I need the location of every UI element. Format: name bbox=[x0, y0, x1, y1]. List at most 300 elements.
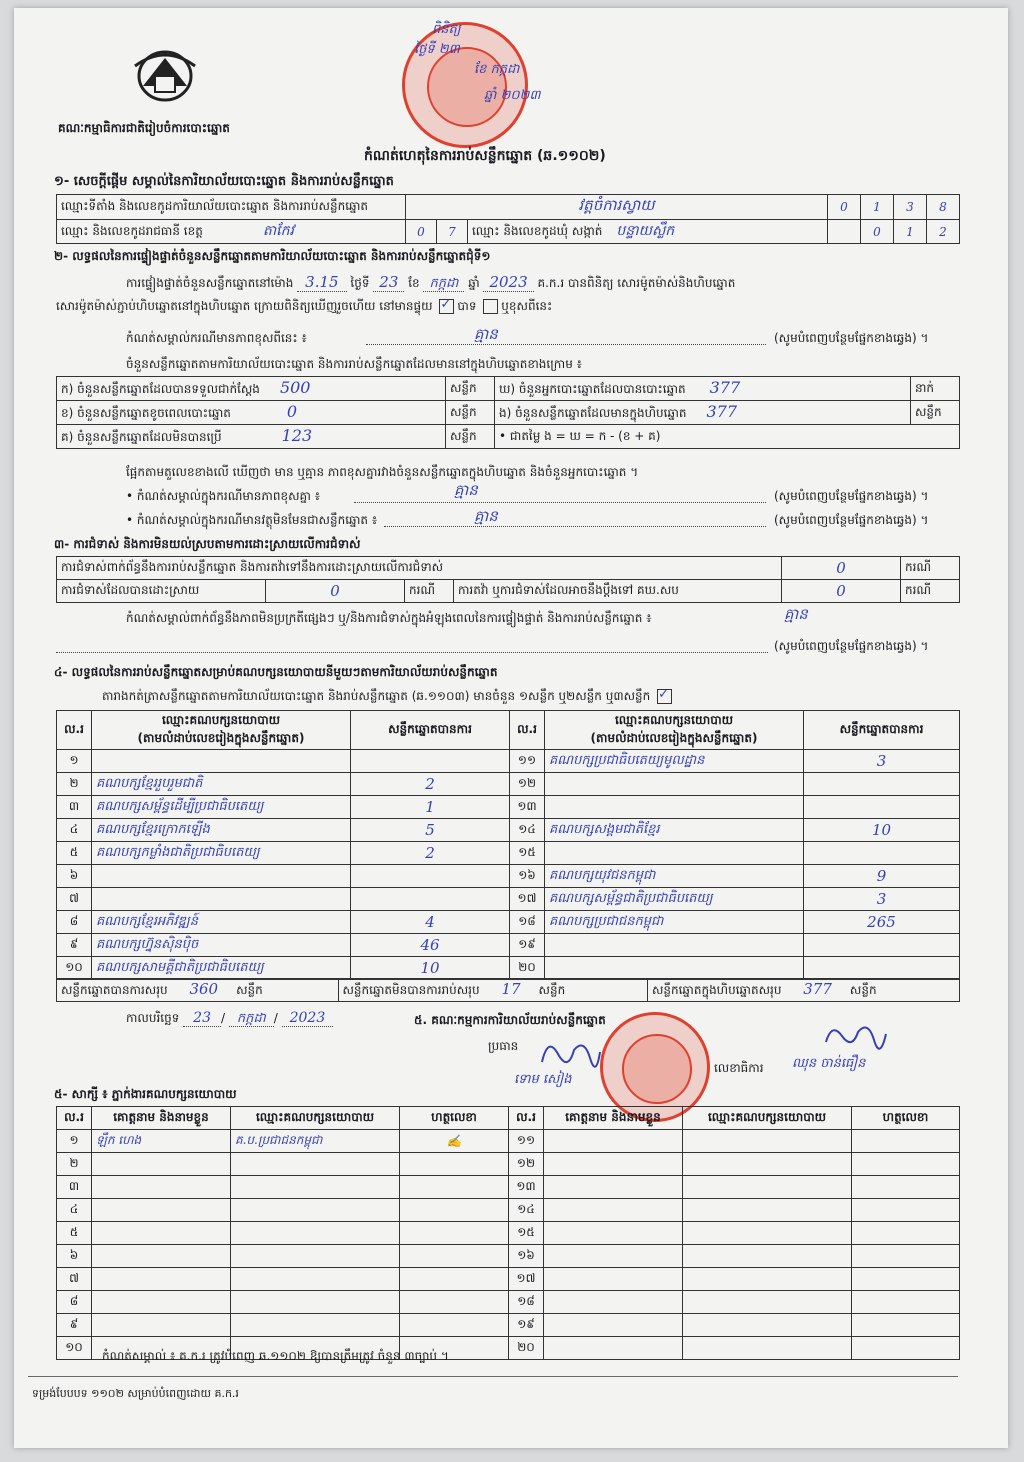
result-party: គណបក្សហ្វ៊ុនស៊ិនប៉ិច bbox=[92, 934, 351, 957]
note2-line bbox=[354, 502, 766, 503]
day-label: ថ្ងៃទី bbox=[350, 276, 370, 290]
count-unit: សន្លឹក bbox=[446, 425, 495, 449]
witness-no: ២០ bbox=[509, 1337, 544, 1360]
result-party: គណបក្សសម្ព័ន្ធជាតិប្រជាធិបតេយ្យ bbox=[545, 888, 804, 911]
counts-intro: ចំនួនសន្លឹកឆ្នោតតាមការិយាល័យបោះឆ្នោត និងការរាប់សន្លឹកឆ្នោតដែលមាននៅក្នុងហិបឆ្នោតខាងក្រោម ៖ bbox=[126, 357, 582, 371]
result-votes bbox=[804, 934, 960, 957]
witness-row bbox=[57, 1130, 960, 1153]
province-label-text: ឈ្មោះ និងលេខកូដរាជធានី ខេត្ត bbox=[61, 224, 203, 238]
province-code-digit: 0 bbox=[406, 220, 437, 244]
witness-no: ៨ bbox=[57, 1291, 92, 1314]
witness-name bbox=[92, 1222, 231, 1245]
count-value: 377 bbox=[709, 378, 741, 397]
official-stamp-top bbox=[402, 22, 528, 148]
objection-value: 0 bbox=[782, 557, 901, 580]
note2-fill: (សូមបំពេញបន្ថែមផ្នែកខាងឆ្វេង) ។ bbox=[774, 489, 929, 503]
result-votes bbox=[351, 750, 510, 773]
total-invalid-label: សន្លឹកឆ្នោតមិនបានការរាប់សរុប bbox=[342, 983, 480, 997]
president-name: ទោម សៀង bbox=[514, 1072, 572, 1087]
witness-no: ១២ bbox=[509, 1153, 544, 1176]
witness-party bbox=[683, 1291, 852, 1314]
result-votes: 2 bbox=[351, 773, 510, 796]
witness-party bbox=[683, 1176, 852, 1199]
commune-label bbox=[468, 220, 828, 244]
witness-name bbox=[544, 1245, 683, 1268]
witness-party bbox=[231, 1222, 400, 1245]
witness-name bbox=[92, 1176, 231, 1199]
nec-emblem-icon bbox=[129, 46, 201, 106]
count-unit: សន្លឹក bbox=[446, 401, 495, 425]
witness-row bbox=[57, 1153, 960, 1176]
result-party bbox=[545, 842, 804, 865]
seal-no-checkbox[interactable] bbox=[483, 299, 498, 314]
result-votes: 10 bbox=[351, 957, 510, 980]
witness-party bbox=[231, 1291, 400, 1314]
section1-heading: ១- សេចក្ដីផ្ដើម សម្គាល់នៃការិយាល័យបោះឆ្នោត និងការរាប់សន្លឹកឆ្នោត bbox=[54, 174, 394, 189]
witness-no: ៤ bbox=[57, 1199, 92, 1222]
org-name: គណៈកម្មាធិការជាតិរៀបចំការបោះឆ្នោត bbox=[58, 121, 230, 135]
result-no: ៥ bbox=[57, 842, 92, 865]
witness-name bbox=[92, 1153, 231, 1176]
witness-row bbox=[57, 1222, 960, 1245]
witness-name bbox=[92, 1199, 231, 1222]
witness-name: ឡឹក ហេង bbox=[92, 1130, 231, 1153]
col-party bbox=[545, 711, 804, 750]
stamp-note-1: ពិនិត្យ bbox=[432, 22, 461, 37]
note3-value: គ្មាន bbox=[474, 507, 498, 525]
note1-fill: (សូមបំពេញបន្ថែមផ្នែកខាងឆ្វេង) ។ bbox=[774, 331, 929, 345]
witness-signature bbox=[400, 1153, 509, 1176]
witness-name bbox=[92, 1268, 231, 1291]
results-totals bbox=[56, 978, 960, 1002]
total-valid-label: សន្លឹកឆ្នោតបានការសរុប bbox=[61, 983, 168, 997]
result-party: គណបក្សខ្មែររួបរួមជាតិ bbox=[92, 773, 351, 796]
witness-row bbox=[57, 1245, 960, 1268]
witness-name bbox=[544, 1291, 683, 1314]
witness-no: ១១ bbox=[509, 1130, 544, 1153]
commune-code-digit: 0 bbox=[861, 220, 894, 244]
section3-heading: ៣- ការជំទាស់ និងការមិនយល់ស្របតាមការដោះស្រាយលើការជំទាស់ bbox=[54, 537, 361, 551]
result-votes bbox=[804, 773, 960, 796]
total-box-unit: សន្លឹក bbox=[849, 983, 877, 997]
tally-sheets-line bbox=[102, 688, 675, 704]
result-no: ៤ bbox=[57, 819, 92, 842]
count-row bbox=[57, 425, 960, 449]
result-no: ២០ bbox=[510, 957, 545, 980]
result-row bbox=[57, 865, 960, 888]
result-no: ៦ bbox=[57, 865, 92, 888]
secretary-name: ឈុន ចាន់ធឿន bbox=[792, 1056, 866, 1071]
col-votes: សន្លឹកឆ្នោតបានការ bbox=[804, 711, 960, 750]
total-box-value: 377 bbox=[803, 980, 832, 998]
result-votes bbox=[351, 865, 510, 888]
result-no: ១៥ bbox=[510, 842, 545, 865]
result-no: ១១ bbox=[510, 750, 545, 773]
result-no: ១ bbox=[57, 750, 92, 773]
witness-col-name: គោត្តនាម និងនាមខ្លួន bbox=[544, 1107, 683, 1130]
section3-note-line bbox=[56, 652, 768, 653]
date-year: 2023 bbox=[282, 1010, 334, 1027]
witness-no: ១០ bbox=[57, 1337, 92, 1360]
count-cell bbox=[495, 401, 911, 425]
site-code-digit: 0 bbox=[828, 195, 861, 220]
witness-no: ៧ bbox=[57, 1268, 92, 1291]
witness-name bbox=[544, 1268, 683, 1291]
witness-signature bbox=[852, 1337, 960, 1360]
resolved-label: ការជំទាស់ដែលបានដោះស្រាយ bbox=[57, 580, 266, 603]
count-formula: • ជាតម្លៃ ង = ឃ = ក - (ខ + គ) bbox=[495, 425, 960, 449]
witness-signature bbox=[852, 1314, 960, 1337]
section4-heading: ៤- លទ្ធផលនៃការរាប់សន្លឹកឆ្នោតសម្រាប់គណបក្សនយោបាយនីមួយៗតាមការិយាល័យរាប់សន្លឹកឆ្នោត bbox=[54, 665, 498, 679]
secretary-label: លេខាធិការ bbox=[714, 1061, 764, 1075]
count-label: ក) ចំនួនសន្លឹកឆ្នោតដែលបានទទួលជាក់ស្ដែង bbox=[61, 382, 260, 396]
count-label: ង) ចំនួនសន្លឹកឆ្នោតដែលមានក្នុងហិបឆ្នោត bbox=[499, 406, 687, 420]
result-votes bbox=[804, 842, 960, 865]
witness-signature bbox=[852, 1222, 960, 1245]
compare-line: ផ្អែកតាមតួលេខខាងលើ ឃើញថា មាន ឬគ្មាន ភាពខុសគ្នារវាងចំនួនសន្លឹកឆ្នោតក្នុងហិបឆ្នោត និងចំនួនអ្នកបោះឆ្នោត ។ bbox=[126, 465, 639, 479]
witness-col-no: ល.រ bbox=[57, 1107, 92, 1130]
witness-party bbox=[231, 1199, 400, 1222]
result-party bbox=[545, 957, 804, 980]
footnote: កំណត់សម្គាល់ ៖ គ.ក.រ ត្រូវបំពេញ ឆ.១១០២ ឱ្យបានត្រឹមត្រូវ ចំនួន ៣ច្បាប់ ។ bbox=[102, 1349, 449, 1363]
witness-no: ១៣ bbox=[509, 1176, 544, 1199]
site-label: ឈ្មោះទីតាំង និងលេខកូដការិយាល័យបោះឆ្នោត និងការរាប់សន្លឹកឆ្នោត bbox=[57, 195, 406, 220]
seal-yes-label: បាទ bbox=[457, 299, 477, 313]
seal-yes-checkbox[interactable] bbox=[439, 299, 454, 314]
seal-no-label: ឬខុសពីនេះ bbox=[501, 299, 553, 313]
result-party bbox=[545, 773, 804, 796]
witness-row bbox=[57, 1176, 960, 1199]
witness-no: ១៨ bbox=[509, 1291, 544, 1314]
total-box bbox=[647, 979, 959, 1002]
section5-heading: ៥- សាក្សី ៖ ភ្នាក់ងារគណបក្សនយោបាយ bbox=[54, 1087, 237, 1101]
count-cell bbox=[495, 377, 911, 401]
section1-table bbox=[56, 194, 960, 244]
witness-party bbox=[683, 1314, 852, 1337]
witness-signature bbox=[400, 1176, 509, 1199]
count-cell bbox=[57, 425, 446, 449]
witness-party bbox=[683, 1245, 852, 1268]
result-votes: 4 bbox=[351, 911, 510, 934]
note1-label: កំណត់សម្គាល់ករណីមានភាពខុសពីនេះ ៖ bbox=[126, 331, 307, 345]
witness-signature bbox=[852, 1199, 960, 1222]
seal-line bbox=[56, 298, 552, 314]
witness-signature bbox=[400, 1199, 509, 1222]
result-party bbox=[92, 750, 351, 773]
witness-col-party: ឈ្មោះគណបក្សនយោបាយ bbox=[683, 1107, 852, 1130]
commune-value: បន្ទាយស្លឹក bbox=[616, 223, 675, 239]
witness-signature bbox=[852, 1268, 960, 1291]
result-row bbox=[57, 819, 960, 842]
site-code-digit: 8 bbox=[927, 195, 960, 220]
witness-signature bbox=[400, 1268, 509, 1291]
witness-signature bbox=[852, 1291, 960, 1314]
result-party bbox=[545, 796, 804, 819]
witness-party: គ.ប.ប្រជាជនកម្ពុជា bbox=[231, 1130, 400, 1153]
result-party: គណបក្សប្រជាជនកម្ពុជា bbox=[545, 911, 804, 934]
witness-no: ១៤ bbox=[509, 1199, 544, 1222]
result-party: គណបក្សសង្គមជាតិខ្មែរ bbox=[545, 819, 804, 842]
witness-party bbox=[683, 1199, 852, 1222]
result-votes: 3 bbox=[804, 888, 960, 911]
count-cell bbox=[57, 377, 446, 401]
verify-month: កក្កដា bbox=[423, 276, 464, 292]
province-label bbox=[57, 220, 406, 244]
result-no: ៨ bbox=[57, 911, 92, 934]
witness-signature bbox=[852, 1245, 960, 1268]
commune-code-blank bbox=[828, 220, 861, 244]
result-no: ១០ bbox=[57, 957, 92, 980]
result-party bbox=[92, 865, 351, 888]
result-date: កាលបរិច្ឆេទ 23 / កក្កដា / 2023 bbox=[126, 1010, 333, 1027]
witness-col-no: ល.រ bbox=[509, 1107, 544, 1130]
result-no: ២ bbox=[57, 773, 92, 796]
count-cell bbox=[57, 401, 446, 425]
col-no: ល.រ bbox=[510, 711, 545, 750]
province-code-digit: 7 bbox=[437, 220, 468, 244]
total-invalid-unit: សន្លឹក bbox=[538, 983, 566, 997]
witness-name bbox=[544, 1199, 683, 1222]
result-row bbox=[57, 796, 960, 819]
result-votes bbox=[804, 957, 960, 980]
count-unit: នាក់ bbox=[911, 377, 960, 401]
result-no: ៩ bbox=[57, 934, 92, 957]
results-table bbox=[56, 710, 960, 980]
result-party: គណបក្សសាមគ្គីជាតិប្រជាធិបតេយ្យ bbox=[92, 957, 351, 980]
section3-note-fill: (សូមបំពេញបន្ថែមផ្នែកខាងឆ្វេង) ។ bbox=[774, 639, 929, 653]
witness-signature bbox=[852, 1130, 960, 1153]
result-votes: 10 bbox=[804, 819, 960, 842]
note3-fill: (សូមបំពេញបន្ថែមផ្នែកខាងឆ្វេង) ។ bbox=[774, 513, 929, 527]
witness-col-sign: ហត្ថលេខា bbox=[400, 1107, 509, 1130]
note1-line bbox=[366, 344, 766, 345]
appeal-unit: ករណី bbox=[901, 580, 960, 603]
count-unit: សន្លឹក bbox=[446, 377, 495, 401]
witness-name bbox=[92, 1314, 231, 1337]
total-valid bbox=[57, 979, 339, 1002]
witness-no: ៦ bbox=[57, 1245, 92, 1268]
result-party: គណបក្សសម្ព័ន្ធដើម្បីប្រជាធិបតេយ្យ bbox=[92, 796, 351, 819]
form-footer: ទម្រង់បែបបទ ១១០២ សម្រាប់បំពេញដោយ គ.ក.រ bbox=[32, 1387, 239, 1400]
witness-row bbox=[57, 1268, 960, 1291]
col-party-title: ឈ្មោះគណបក្សនយោបាយ bbox=[614, 713, 734, 727]
witness-no: ២ bbox=[57, 1153, 92, 1176]
witness-party bbox=[231, 1314, 400, 1337]
commune-label-text: ឈ្មោះ និងលេខកូដឃុំ សង្កាត់ bbox=[472, 224, 603, 238]
witness-party bbox=[231, 1245, 400, 1268]
witness-name bbox=[544, 1153, 683, 1176]
result-no: ១៦ bbox=[510, 865, 545, 888]
witness-signature: ✍ bbox=[400, 1130, 509, 1153]
result-no: ៣ bbox=[57, 796, 92, 819]
form-sheet bbox=[14, 8, 1008, 1448]
tally-sheets-checkbox[interactable] bbox=[657, 689, 672, 704]
col-no: ល.រ bbox=[57, 711, 92, 750]
appeal-label: ការតវ៉ា ឬការជំទាស់ដែលអាចនឹងប្ដឹងទៅ គឃ.សប bbox=[454, 580, 782, 603]
total-valid-value: 360 bbox=[189, 980, 219, 998]
witness-no: ៩ bbox=[57, 1314, 92, 1337]
witness-name bbox=[544, 1130, 683, 1153]
witness-signature bbox=[400, 1291, 509, 1314]
witness-no: ១៩ bbox=[509, 1314, 544, 1337]
objections-table bbox=[56, 556, 960, 603]
tally-intro: តារាងកត់ត្រាសន្លឹកឆ្នោតតាមការិយាល័យបោះឆ្នោត និងរាប់សន្លឹកឆ្នោត (ឆ.១១០៣) មានចំនួន ១សន្លឹក ឬ២សន្លឹក ឬ៣សន្លឹក bbox=[102, 689, 651, 703]
witness-no: ១៦ bbox=[509, 1245, 544, 1268]
result-row bbox=[57, 750, 960, 773]
witness-name bbox=[544, 1337, 683, 1360]
witness-party bbox=[683, 1337, 852, 1360]
witness-party bbox=[231, 1176, 400, 1199]
witness-signature bbox=[400, 1222, 509, 1245]
count-value: 500 bbox=[279, 378, 311, 397]
site-value: វត្តចំការស្វាយ bbox=[406, 195, 828, 220]
commune-code-digit: 2 bbox=[927, 220, 960, 244]
counts-table bbox=[56, 376, 960, 449]
verify-year: 2023 bbox=[483, 273, 533, 292]
witness-no: ១៥ bbox=[509, 1222, 544, 1245]
witness-row bbox=[57, 1291, 960, 1314]
note3-label: • កំណត់សម្គាល់ក្នុងករណីមានវត្ថុមិនមែនជាសន្លឹកឆ្នោត ៖ bbox=[126, 513, 378, 527]
witness-party bbox=[231, 1268, 400, 1291]
witness-col-party: ឈ្មោះគណបក្សនយោបាយ bbox=[231, 1107, 400, 1130]
witness-party bbox=[683, 1130, 852, 1153]
count-label: ឃ) ចំនួនអ្នកបោះឆ្នោតដែលបានបោះឆ្នោត bbox=[499, 382, 686, 396]
verify-day: 23 bbox=[373, 273, 404, 292]
witness-name bbox=[92, 1291, 231, 1314]
result-no: ៧ bbox=[57, 888, 92, 911]
witness-no: ១៧ bbox=[509, 1268, 544, 1291]
stamp-note-4: ឆ្នាំ ២០២៣ bbox=[484, 88, 541, 103]
witness-party bbox=[231, 1153, 400, 1176]
site-code-digit: 1 bbox=[861, 195, 894, 220]
note3-line bbox=[384, 526, 766, 527]
province-value: តាកែវ bbox=[262, 223, 294, 239]
appeal-value: 0 bbox=[782, 580, 901, 603]
resolved-unit: ករណី bbox=[405, 580, 454, 603]
witness-signature bbox=[852, 1153, 960, 1176]
count-value: 377 bbox=[706, 402, 738, 421]
result-row bbox=[57, 911, 960, 934]
verify-prefix: ការផ្ទៀងផ្ទាត់ចំនួនសន្លឹកឆ្នោតនៅម៉ោង bbox=[126, 276, 294, 290]
witness-signature bbox=[400, 1245, 509, 1268]
year-label: ឆ្នាំ bbox=[468, 276, 480, 290]
result-no: ១៤ bbox=[510, 819, 545, 842]
count-row bbox=[57, 377, 960, 401]
result-row bbox=[57, 888, 960, 911]
seal-text: សោរម៉ូតម៉ាស់ភ្ជាប់ហិបឆ្នោតនៅក្នុងហិបឆ្នោត ក្រោយពិនិត្យឃើញរួចហើយ នៅមានផ្ទុយ bbox=[56, 299, 433, 313]
witness-signature bbox=[400, 1314, 509, 1337]
total-box-label: សន្លឹកឆ្នោតក្នុងហិបឆ្នោតសរុប bbox=[651, 983, 782, 997]
witness-no: ៥ bbox=[57, 1222, 92, 1245]
note2-value: គ្មាន bbox=[454, 481, 478, 499]
witness-party bbox=[683, 1153, 852, 1176]
site-code-digit: 3 bbox=[894, 195, 927, 220]
total-invalid-value: 17 bbox=[501, 980, 521, 998]
result-party bbox=[545, 934, 804, 957]
stamp-note-2: ថ្ងៃទី ២៣ bbox=[414, 42, 460, 57]
count-unit: សន្លឹក bbox=[911, 401, 960, 425]
result-no: ១២ bbox=[510, 773, 545, 796]
witness-table bbox=[56, 1106, 960, 1360]
form-title: កំណត់ហេតុនៃការរាប់សន្លឹកឆ្នោត (ឆ.១១០២) bbox=[364, 148, 606, 164]
result-party: គណបក្សកម្លាំងជាតិប្រជាធិបតេយ្យ bbox=[92, 842, 351, 865]
result-votes: 46 bbox=[351, 934, 510, 957]
result-row bbox=[57, 773, 960, 796]
total-valid-unit: សន្លឹក bbox=[236, 983, 263, 997]
col-party-title: ឈ្មោះគណបក្សនយោបាយ bbox=[161, 713, 281, 727]
result-party: គណបក្សខ្មែរអភិវឌ្ឍន៍ bbox=[92, 911, 351, 934]
section3-note-value: គ្មាន bbox=[784, 605, 808, 623]
result-no: ១៩ bbox=[510, 934, 545, 957]
count-value: 123 bbox=[281, 426, 313, 445]
witness-name bbox=[544, 1314, 683, 1337]
witness-no: ៣ bbox=[57, 1176, 92, 1199]
col-party-sub: (តាមលំដាប់លេខរៀងក្នុងសន្លឹកឆ្នោត) bbox=[137, 731, 305, 745]
note1-value: គ្មាន bbox=[474, 325, 498, 343]
witness-signature bbox=[852, 1176, 960, 1199]
result-party: គណបក្សប្រជាធិបតេយ្យមូលដ្ឋាន bbox=[545, 750, 804, 773]
result-votes: 1 bbox=[351, 796, 510, 819]
count-row bbox=[57, 401, 960, 425]
president-signature-icon bbox=[534, 1032, 604, 1072]
result-no: ១៨ bbox=[510, 911, 545, 934]
secretary-signature-icon bbox=[820, 1016, 890, 1056]
witness-row bbox=[57, 1199, 960, 1222]
result-party: គណបក្សខ្មែរក្រោកឡើង bbox=[92, 819, 351, 842]
committee-label: ៥. គណៈកម្មការការិយាល័យរាប់សន្លឹកឆ្នោត bbox=[414, 1013, 606, 1027]
result-votes: 2 bbox=[351, 842, 510, 865]
result-row bbox=[57, 957, 960, 980]
witness-no: ១ bbox=[57, 1130, 92, 1153]
note2-label: • កំណត់សម្គាល់ក្នុងករណីមានភាពខុសគ្នា ៖ bbox=[126, 489, 321, 503]
result-no: ១៧ bbox=[510, 888, 545, 911]
result-votes: 5 bbox=[351, 819, 510, 842]
date-label: កាលបរិច្ឆេទ bbox=[126, 1011, 180, 1025]
result-votes bbox=[351, 888, 510, 911]
result-votes: 3 bbox=[804, 750, 960, 773]
result-votes: 9 bbox=[804, 865, 960, 888]
result-no: ១៣ bbox=[510, 796, 545, 819]
date-month: កក្កដា bbox=[229, 1011, 274, 1027]
col-party-sub: (តាមលំដាប់លេខរៀងក្នុងសន្លឹកឆ្នោត) bbox=[590, 731, 758, 745]
verify-suffix: គ.ក.រ បានពិនិត្យ សោរម៉ូតម៉ាស់និងហិបឆ្នោត bbox=[537, 276, 736, 290]
result-votes: 265 bbox=[804, 911, 960, 934]
objection-label: ការជំទាស់ពាក់ព័ន្ធនឹងការរាប់សន្លឹកឆ្នោត និងការតវ៉ាទៅនឹងការដោះស្រាយលើការជំទាស់ bbox=[57, 557, 782, 580]
count-value: 0 bbox=[286, 402, 298, 421]
witness-party bbox=[683, 1268, 852, 1291]
col-votes: សន្លឹកឆ្នោតបានការ bbox=[351, 711, 510, 750]
witness-row bbox=[57, 1314, 960, 1337]
resolved-value: 0 bbox=[266, 580, 405, 603]
result-party: គណបក្សយុវជនកម្ពុជា bbox=[545, 865, 804, 888]
objection-unit: ករណី bbox=[901, 557, 960, 580]
result-votes bbox=[804, 796, 960, 819]
section2-heading: ២- លទ្ធផលនៃការផ្ទៀងផ្ទាត់ចំនួនសន្លឹកឆ្នោតតាមការិយាល័យបោះឆ្នោត និងការរាប់សន្លឹកឆ្នោតជុំទី១ bbox=[54, 249, 491, 263]
witness-col-sign: ហត្ថលេខា bbox=[852, 1107, 960, 1130]
witness-name bbox=[544, 1176, 683, 1199]
section3-note-label: កំណត់សម្គាល់ពាក់ព័ន្ធនឹងភាពមិនប្រក្រតីផ្សេងៗ ឬ/និងការជំទាស់ក្នុងអំឡុងពេលនៃការផ្ទៀងផ្ទាត់ និងការរាប់សន្លឹកឆ្នោត ៖ bbox=[126, 611, 652, 625]
president-label: ប្រធាន bbox=[488, 1039, 519, 1053]
witness-col-name: គោត្តនាម និងនាមខ្លួន bbox=[92, 1107, 231, 1130]
month-label: ខែ bbox=[408, 276, 420, 290]
count-label: គ) ចំនួនសន្លឹកឆ្នោតដែលមិនបានប្រើ bbox=[61, 430, 222, 444]
commune-code-digit: 1 bbox=[894, 220, 927, 244]
col-party bbox=[92, 711, 351, 750]
result-party bbox=[92, 888, 351, 911]
witness-name bbox=[544, 1222, 683, 1245]
result-row bbox=[57, 934, 960, 957]
total-invalid bbox=[338, 979, 647, 1002]
